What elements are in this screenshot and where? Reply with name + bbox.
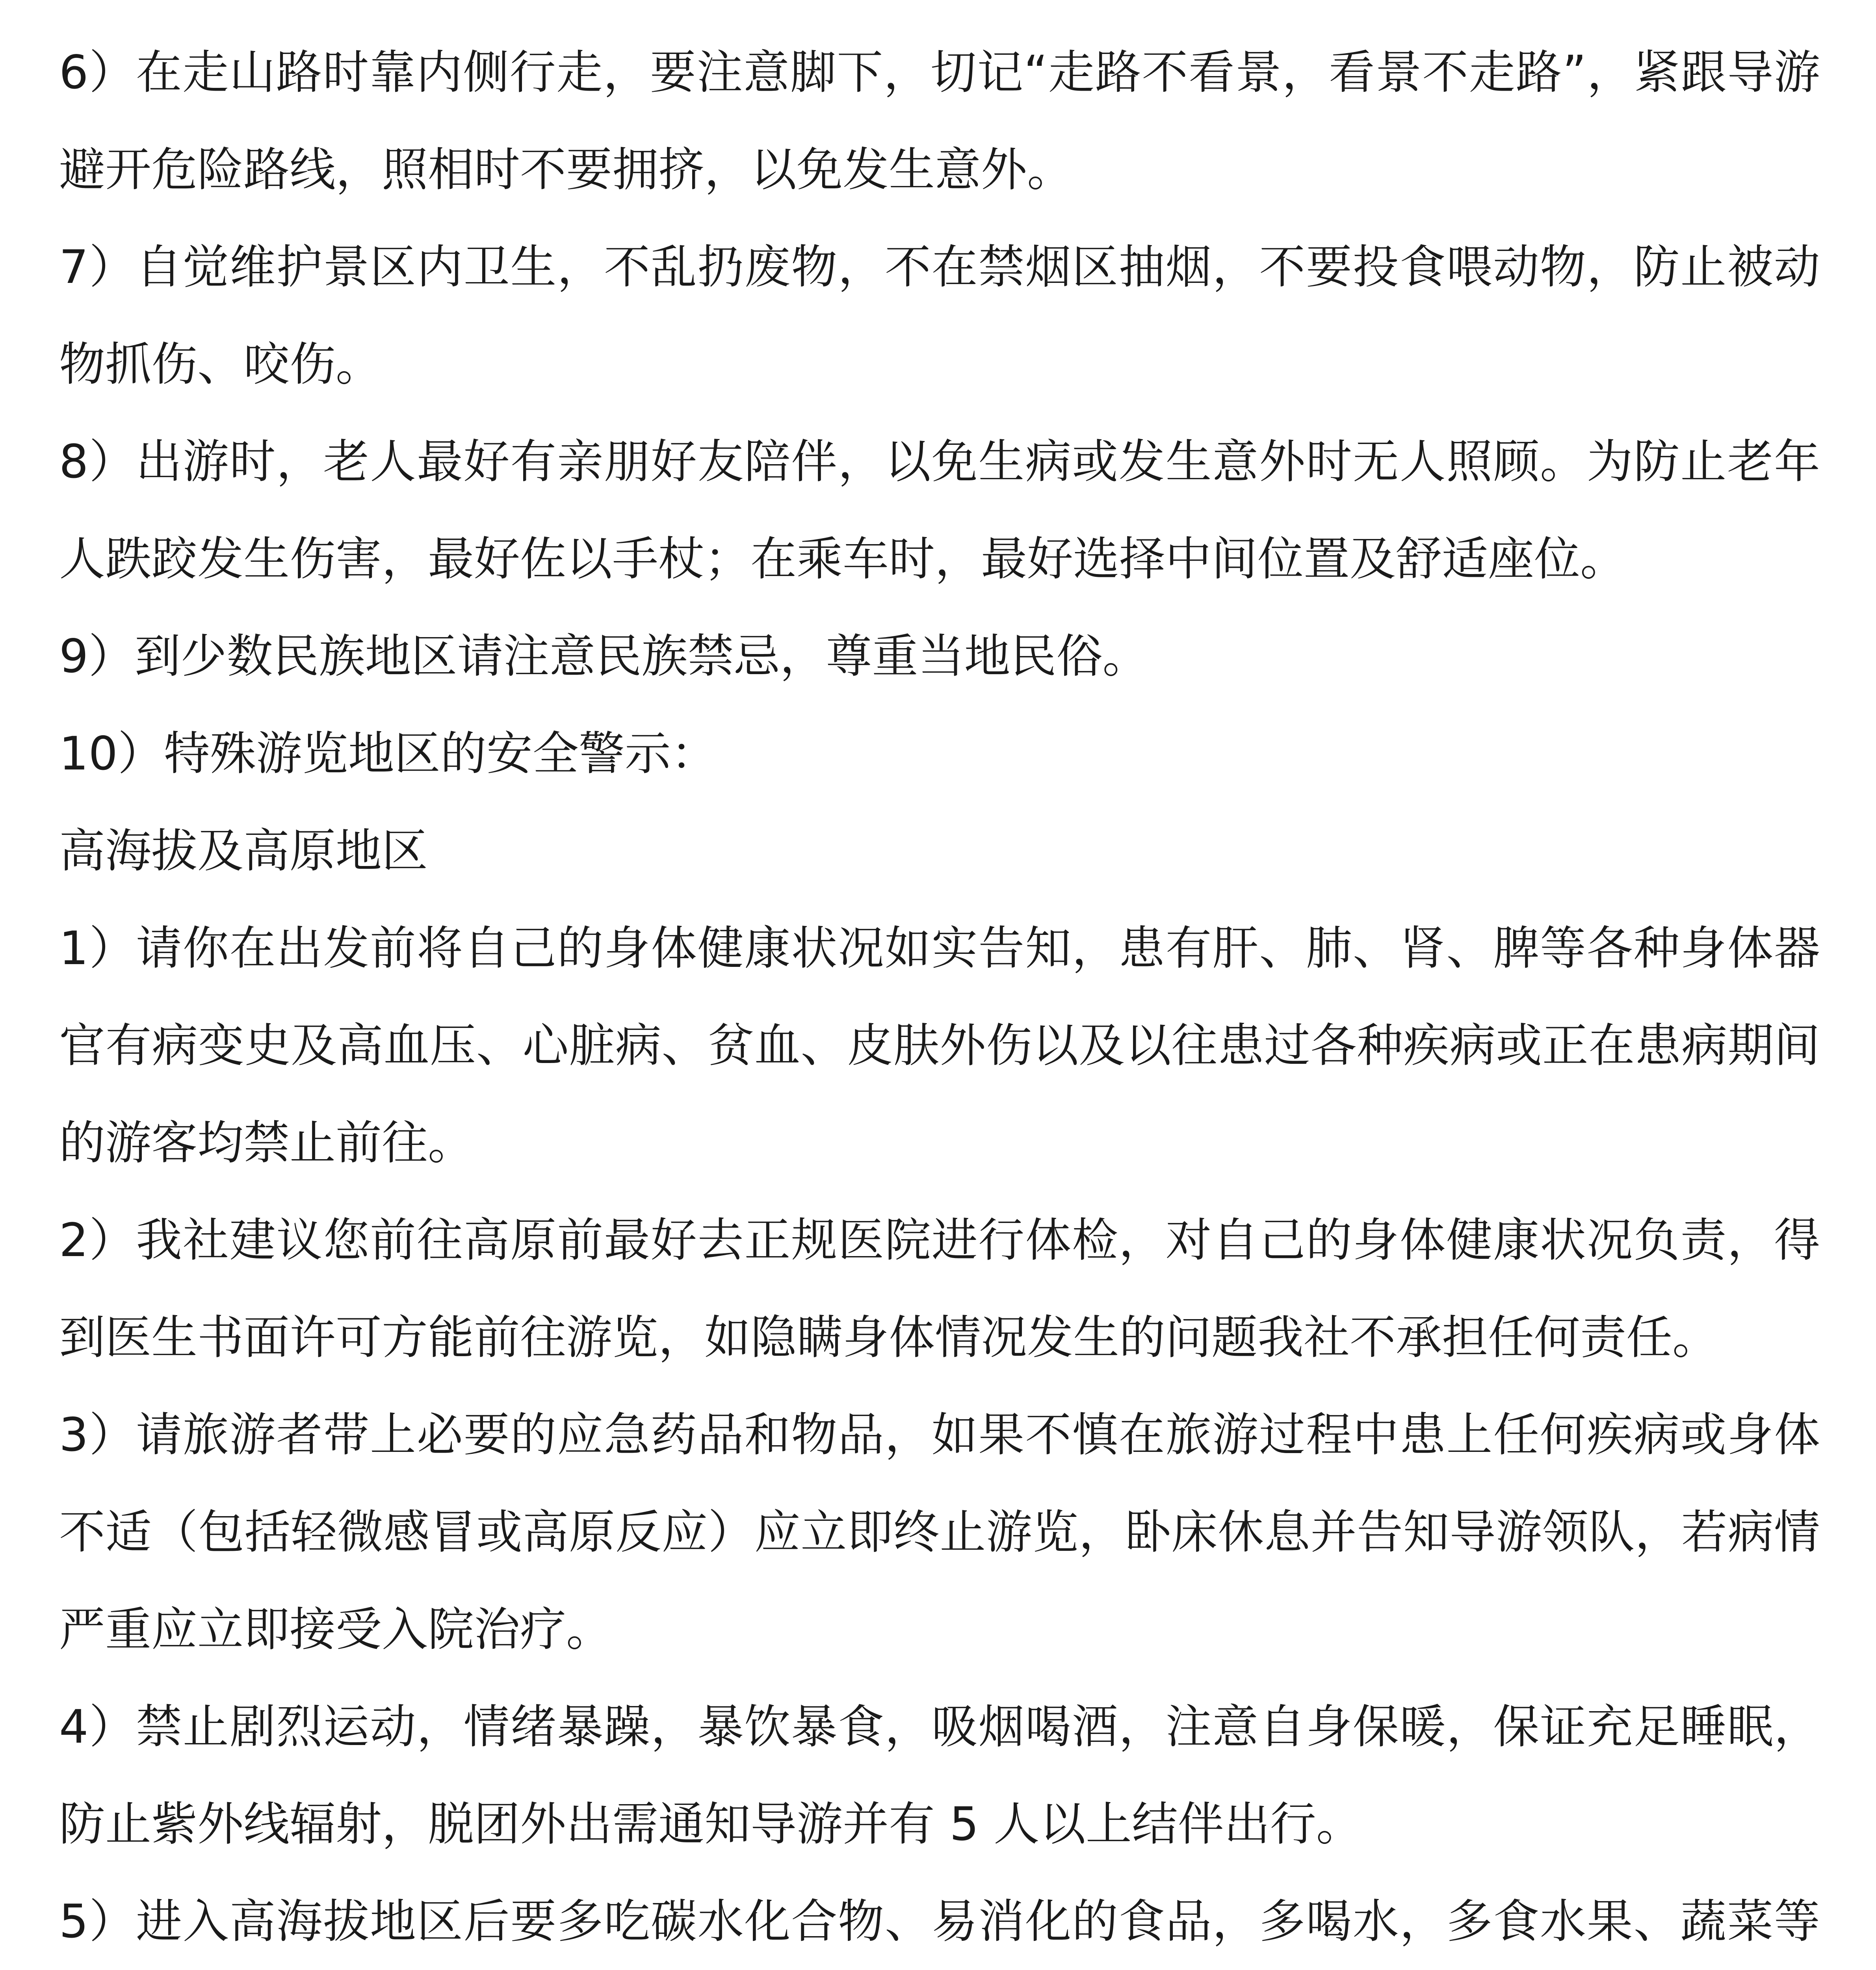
paragraph-item-9-ethnic-customs: 9）到少数民族地区请注意民族禁忌，尊重当地民俗。 [59, 629, 1149, 683]
paragraph-item-7-hygiene: 7）自觉维护景区内卫生，不乱扔废物，不在禁烟区抽烟，不要投食喂动物，防止被动物抓伤、咬伤。 [59, 240, 1820, 391]
document-page [59, 24, 1820, 1970]
paragraph-item-3-emergency-medicine: 3）请旅游者带上必要的应急药品和物品，如果不慎在旅游过程中患上任何疾病或身体不适（包括轻微感冒或高原反应）应立即终止游览，卧床休息并告知导游领队，若病情严重应立即接受入院治疗。 [59, 1408, 1820, 1656]
paragraph-item-4-activity-limits: 4）禁止剧烈运动，情绪暴躁，暴饮暴食，吸烟喝酒，注意自身保暖，保证充足睡眠，防止紫外线辐射，脱团外出需通知导游并有 5 人以上结伴出行。 [59, 1700, 1820, 1851]
section-heading-high-altitude: 高海拔及高原地区 [59, 824, 428, 878]
paragraph-item-8-elderly: 8）出游时，老人最好有亲朋好友陪伴，以免生病或发生意外时无人照顾。为防止老年人跌跤发生伤害，最好佐以手杖；在乘车时，最好选择中间位置及舒适座位。 [59, 435, 1820, 586]
paragraph-item-5-diet-and-medicine: 5）进入高海拔地区后要多吃碳水化合物、易消化的食品，多喝水，多食水果、蔬菜等 [59, 1894, 1820, 1948]
paragraph-item-10-special-areas: 10）特殊游览地区的安全警示： [59, 727, 717, 781]
paragraph-item-2-medical-checkup: 2）我社建议您前往高原前最好去正规医院进行体检，对自己的身体健康状况负责，得到医生书面许可方能前往游览，如隐瞒身体情况发生的问题我社不承担任何责任。 [59, 1213, 1820, 1364]
paragraph-item-6-mountain-path: 6）在走山路时靠内侧行走，要注意脚下，切记“走路不看景，看景不走路”，紧跟导游避开危险路线，照相时不要拥挤，以免发生意外。 [59, 45, 1820, 197]
paragraph-item-1-health-disclosure: 1）请你在出发前将自己的身体健康状况如实告知，患有肝、肺、肾、脾等各种身体器官有病变史及高血压、心脏病、贫血、皮肤外伤以及以往患过各种疾病或正在患病期间的游客均禁止前往。 [59, 921, 1820, 1170]
